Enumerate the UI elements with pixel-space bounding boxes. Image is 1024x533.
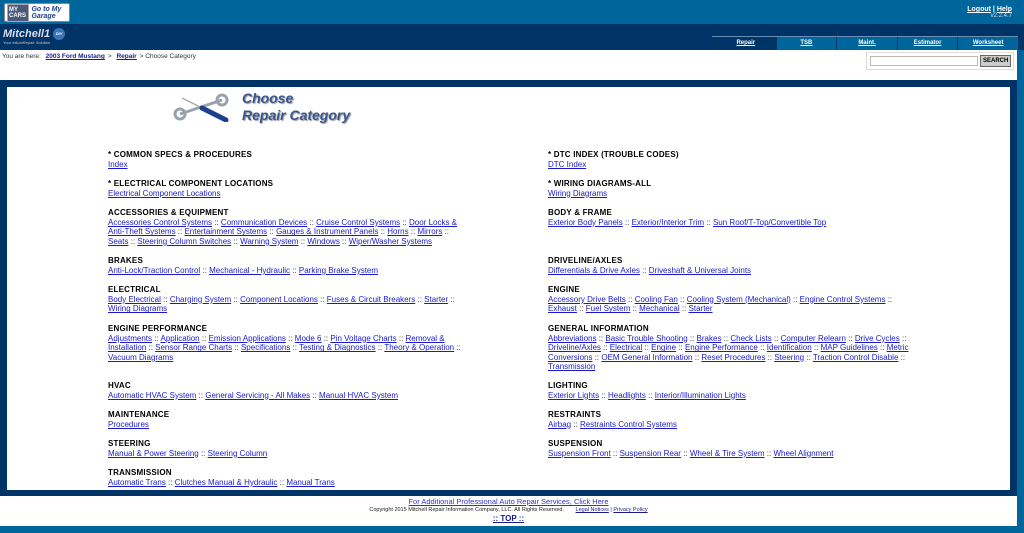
category-link-entertainment-systems[interactable]: Entertainment Systems <box>184 227 268 237</box>
link-separator: :: <box>610 448 620 458</box>
link-separator: :: <box>231 236 241 246</box>
category-heading: ACCESSORIES & EQUIPMENT <box>108 208 229 217</box>
link-separator: :: <box>771 333 781 343</box>
link-separator: :: <box>622 217 632 227</box>
category-link-anti-lock-traction-control[interactable]: Anti-Lock/Traction Control <box>108 265 201 275</box>
link-separator: :: <box>196 390 206 400</box>
search-button[interactable]: SEARCH <box>980 55 1011 67</box>
category-link-pin-voltage-charts[interactable]: Pin Voltage Charts <box>330 333 397 343</box>
nav-band <box>0 24 1024 50</box>
category-heading: * COMMON SPECS & PROCEDURES <box>108 150 253 159</box>
category-link-differentials-drive-axles[interactable]: Differentials & Drive Axles <box>548 265 640 275</box>
link-separator: :: <box>765 352 775 362</box>
link-separator: :: <box>804 352 813 362</box>
category-link-fuses-circuit-breakers[interactable]: Fuses & Circuit Breakers <box>326 294 416 304</box>
category-heading: GENERAL INFORMATION <box>548 324 649 333</box>
my-cars-plate-icon: MY CARS <box>7 4 29 22</box>
category-link-restraints-control-systems[interactable]: Restraints Control Systems <box>580 419 677 429</box>
link-separator: :: <box>877 343 887 353</box>
category-link-gauges-instrument-panels[interactable]: Gauges & Instrument Panels <box>276 227 379 237</box>
category-link-suspension-rear[interactable]: Suspension Rear <box>619 448 681 458</box>
link-separator: :: <box>375 343 385 353</box>
link-separator: :: <box>232 343 241 353</box>
category-heading: * DTC INDEX (TROUBLE CODES) <box>548 150 679 159</box>
category-heading: * ELECTRICAL COMPONENT LOCATIONS <box>108 179 274 188</box>
category-link-parking-brake-system[interactable]: Parking Brake System <box>298 265 379 275</box>
page-title-line1: Choose <box>242 90 294 106</box>
category-link-steering[interactable]: Steering <box>774 352 805 362</box>
back-to-top-link[interactable]: :: TOP :: <box>492 514 525 523</box>
wrench-screwdriver-icon <box>172 92 234 122</box>
category-link-cooling-fan[interactable]: Cooling Fan <box>634 294 678 304</box>
link-separator: :: <box>790 294 800 304</box>
category-link-exhaust[interactable]: Exhaust <box>548 304 577 314</box>
tab-tsb[interactable]: TSB <box>777 37 837 50</box>
link-separator: :: <box>400 217 409 227</box>
search-input[interactable] <box>870 56 978 66</box>
tab-estimator[interactable]: Estimator <box>898 37 958 50</box>
link-separator: :: <box>680 448 690 458</box>
category-link-adjustments[interactable]: Adjustments <box>108 333 153 343</box>
link-separator: :: <box>642 343 652 353</box>
link-separator: :: <box>645 390 655 400</box>
category-heading: ENGINE PERFORMANCE <box>108 324 208 333</box>
link-separator: :: <box>200 265 210 275</box>
category-link-accessory-drive-belts[interactable]: Accessory Drive Belts <box>548 294 626 304</box>
logout-link[interactable]: Logout <box>967 6 991 13</box>
link-separator: :: <box>625 294 635 304</box>
category-link-sensor-range-charts[interactable]: Sensor Range Charts <box>155 343 233 353</box>
link-separator: :: <box>321 333 331 343</box>
category-section-steering <box>108 439 470 458</box>
link-separator: :: <box>396 333 406 343</box>
page-header <box>172 90 350 124</box>
category-link-check-lists[interactable]: Check Lists <box>730 333 772 343</box>
category-link-wheel-alignment[interactable]: Wheel Alignment <box>773 448 834 458</box>
main-tabs <box>712 36 1018 50</box>
category-link-mechanical[interactable]: Mechanical <box>639 304 680 314</box>
category-link-basic-trouble-shooting[interactable]: Basic Trouble Shooting <box>605 333 688 343</box>
category-link-emission-applications[interactable]: Emission Applications <box>208 333 286 343</box>
category-link-abbreviations[interactable]: Abbreviations <box>548 333 597 343</box>
category-link-manual-trans[interactable]: Manual Trans <box>286 477 335 487</box>
category-link-cooling-system-mechanical[interactable]: Cooling System (Mechanical) <box>686 294 791 304</box>
category-section-common-specs-procedures <box>108 150 470 169</box>
category-link-procedures[interactable]: Procedures <box>108 419 149 429</box>
link-separator: :: <box>212 217 221 227</box>
category-link-charging-system[interactable]: Charging System <box>169 294 232 304</box>
category-link-specifications[interactable]: Specifications <box>240 343 291 353</box>
category-section-maintenance <box>108 410 470 429</box>
category-link-engine-performance[interactable]: Engine Performance <box>684 343 758 353</box>
link-separator: :: <box>231 294 241 304</box>
footer <box>0 497 1017 526</box>
link-separator: :: <box>277 477 287 487</box>
copyright: Copyright 2015 Mitchell Repair Information Company, LLC. All Rights Reserved. Legal Notices | Privacy Policy <box>369 507 648 513</box>
category-section-electrical-component-locations <box>108 179 470 198</box>
link-separator: :: <box>307 217 317 227</box>
category-link-application[interactable]: Application <box>160 333 200 343</box>
link-separator: :: <box>704 217 713 227</box>
category-link-manual-power-steering[interactable]: Manual & Power Steering <box>108 448 199 458</box>
link-separator: :: <box>592 352 602 362</box>
category-link-wiring-diagrams[interactable]: Wiring Diagrams <box>108 304 168 314</box>
category-link-seats[interactable]: Seats <box>108 236 129 246</box>
copyright-text: Copyright 2015 Mitchell Repair Information Company, LLC. All Rights Reserved. <box>369 507 565 513</box>
breadcrumb <box>2 53 196 60</box>
category-link-manual-hvac-system[interactable]: Manual HVAC System <box>319 390 399 400</box>
category-heading: LIGHTING <box>548 381 588 390</box>
category-link-traction-control-disable[interactable]: Traction Control Disable <box>812 352 899 362</box>
tab-maint[interactable]: Maint. <box>837 37 897 50</box>
category-section-engine-performance <box>108 324 470 362</box>
link-separator: :: <box>764 448 774 458</box>
category-section-brakes <box>108 256 470 275</box>
category-heading: BODY & FRAME <box>548 208 613 217</box>
link-separator: :: <box>885 294 893 304</box>
category-link-wiring-diagrams[interactable]: Wiring Diagrams <box>548 188 608 198</box>
category-section-electrical <box>108 285 470 314</box>
help-link[interactable]: Help <box>996 6 1012 13</box>
link-separator: :: <box>267 227 277 237</box>
link-separator: :: <box>298 236 308 246</box>
breadcrumb-vehicle-link[interactable]: 2003 Ford Mustang <box>45 53 105 60</box>
category-link-brakes[interactable]: Brakes <box>696 333 722 343</box>
category-link-driveshaft-universal-joints[interactable]: Driveshaft & Universal Joints <box>648 265 752 275</box>
category-link-suspension-front[interactable]: Suspension Front <box>548 448 611 458</box>
logo-text: Mitchell1 <box>3 28 51 40</box>
category-link-steering-column[interactable]: Steering Column <box>207 448 268 458</box>
category-heading: * WIRING DIAGRAMS-ALL <box>548 179 652 188</box>
more-services-link[interactable]: For Additional Professional Auto Repair Services, Click Here <box>408 497 609 506</box>
category-section-lighting <box>548 381 910 400</box>
breadcrumb-repair-link[interactable]: Repair <box>116 53 137 60</box>
link-separator: :: <box>165 477 175 487</box>
category-link-index[interactable]: Index <box>108 159 128 169</box>
link-separator: :: <box>898 352 906 362</box>
category-section-suspension <box>548 439 910 458</box>
legal-notices-link[interactable]: Legal Notices <box>575 507 609 513</box>
category-heading: SUSPENSION <box>548 439 603 448</box>
link-separator: :: <box>599 390 609 400</box>
garage-label: Go to My Garage <box>31 5 62 20</box>
category-link-body-electrical[interactable]: Body Electrical <box>108 294 161 304</box>
category-section-engine <box>548 285 910 314</box>
category-link-reset-procedures[interactable]: Reset Procedures <box>701 352 766 362</box>
breadcrumb-separator: > <box>107 53 112 60</box>
account-links: Logout | Help v2.2.4.7 <box>967 6 1012 19</box>
link-separator: :: <box>454 343 461 353</box>
category-link-windows[interactable]: Windows <box>307 236 340 246</box>
category-link-wiper-washer-systems[interactable]: Wiper/Washer Systems <box>348 236 432 246</box>
category-section-general-information <box>548 324 910 372</box>
link-separator: :: <box>408 227 418 237</box>
category-link-electrical-component-locations[interactable]: Electrical Component Locations <box>108 188 221 198</box>
link-separator: :: <box>415 294 425 304</box>
link-separator: :: <box>757 343 767 353</box>
category-link-general-servicing-all-makes[interactable]: General Servicing - All Makes <box>205 390 311 400</box>
category-link-interior-illumination-lights[interactable]: Interior/Illumination Lights <box>654 390 746 400</box>
category-section-accessories-equipment <box>108 208 470 246</box>
link-separator: :: <box>677 294 687 304</box>
link-separator: :: <box>845 333 855 343</box>
breadcrumb-current: Choose Category <box>145 53 196 60</box>
breadcrumb-separator: > <box>139 53 144 60</box>
category-link-cruise-control-systems[interactable]: Cruise Control Systems <box>316 217 401 227</box>
link-separator: :: <box>676 343 685 353</box>
category-link-communication-devices[interactable]: Communication Devices <box>220 217 308 227</box>
category-link-transmission[interactable]: Transmission <box>548 362 596 372</box>
link-separator: :: <box>721 333 731 343</box>
mitchell1-logo[interactable] <box>3 28 65 45</box>
category-section-driveline-axles <box>548 256 910 275</box>
link-separator: :: <box>317 294 327 304</box>
category-link-exterior-interior-trim[interactable]: Exterior/Interior Trim <box>631 217 705 227</box>
category-link-warning-system[interactable]: Warning System <box>240 236 299 246</box>
category-section-body-frame <box>548 208 910 227</box>
category-link-testing-diagnostics[interactable]: Testing & Diagnostics <box>299 343 376 353</box>
page-title <box>242 90 350 124</box>
category-link-metric-conversions[interactable]: Metric Conversions <box>548 343 909 362</box>
category-link-computer-relearn[interactable]: Computer Relearn <box>780 333 846 343</box>
category-link-drive-cycles[interactable]: Drive Cycles <box>854 333 900 343</box>
category-link-airbag[interactable]: Airbag <box>548 419 572 429</box>
category-link-engine[interactable]: Engine <box>651 343 677 353</box>
link-separator: :: <box>199 333 209 343</box>
category-link-exterior-lights[interactable]: Exterior Lights <box>548 390 600 400</box>
link-separator: :: <box>811 343 821 353</box>
search-form <box>866 52 1014 70</box>
category-link-theory-operation[interactable]: Theory & Operation <box>384 343 455 353</box>
category-heading: TRANSMISSION <box>108 468 172 477</box>
category-section-wiring-diagrams-all <box>548 179 910 198</box>
category-heading: ELECTRICAL <box>108 285 161 294</box>
page-title-line2: Repair Category <box>242 107 351 123</box>
bottom-bar <box>0 526 1024 533</box>
tab-repair[interactable]: Repair <box>716 37 776 50</box>
category-link-map-guidelines[interactable]: MAP Guidelines <box>820 343 878 353</box>
category-link-dtc-index[interactable]: DTC Index <box>548 159 587 169</box>
category-link-headlights[interactable]: Headlights <box>608 390 646 400</box>
go-to-my-garage-button[interactable] <box>4 3 70 22</box>
category-link-automatic-hvac-system[interactable]: Automatic HVAC System <box>108 390 197 400</box>
link-separator: :: <box>285 333 295 343</box>
category-link-engine-control-systems[interactable]: Engine Control Systems <box>799 294 886 304</box>
link-separator: :: <box>687 333 697 343</box>
link-separator: :: <box>630 304 640 314</box>
category-link-automatic-trans[interactable]: Automatic Trans <box>108 477 166 487</box>
link-separator: :: <box>290 343 300 353</box>
category-link-sun-roof-t-top-convertible-top[interactable]: Sun Roof/T-Top/Convertible Top <box>712 217 827 227</box>
category-link-electrical[interactable]: Electrical <box>609 343 643 353</box>
category-link-identification[interactable]: Identification <box>766 343 812 353</box>
link-separator: :: <box>198 448 208 458</box>
tab-worksheet[interactable]: Worksheet <box>958 37 1018 50</box>
link-separator: :: <box>899 333 907 343</box>
link-separator: :: <box>160 294 170 304</box>
right-edge <box>1017 50 1024 526</box>
category-link-accessories-control-systems[interactable]: Accessories Control Systems <box>108 217 213 227</box>
link-separator: :: <box>310 390 320 400</box>
link-separator: :: <box>692 352 702 362</box>
category-heading: MAINTENANCE <box>108 410 170 419</box>
category-link-component-locations[interactable]: Component Locations <box>240 294 318 304</box>
privacy-policy-link[interactable]: Privacy Policy <box>613 507 648 513</box>
category-heading: BRAKES <box>108 256 143 265</box>
link-separator: :: <box>378 227 388 237</box>
link-separator: :: <box>339 236 349 246</box>
category-link-door-locks-anti-theft-systems[interactable]: Door Locks & Anti-Theft Systems <box>108 217 458 237</box>
category-link-steering-column-switches[interactable]: Steering Column Switches <box>137 236 232 246</box>
category-link-mechanical-hydraulic[interactable]: Mechanical - Hydraulic <box>209 265 290 275</box>
category-heading: HVAC <box>108 381 131 390</box>
diy-badge-icon: DIY <box>53 28 65 40</box>
category-heading: RESTRAINTS <box>548 410 602 419</box>
category-link-removal-installation[interactable]: Removal & Installation <box>108 333 445 353</box>
link-separator: :: <box>679 304 689 314</box>
breadcrumb-prefix: You are here: <box>2 53 41 60</box>
category-section-restraints <box>548 410 910 429</box>
category-link-fuel-system[interactable]: Fuel System <box>585 304 631 314</box>
logo-tagline: Your eAutoRepair Solution <box>3 40 51 46</box>
category-section-hvac <box>108 381 470 400</box>
link-separator: :: <box>571 419 581 429</box>
category-heading: STEERING <box>108 439 151 448</box>
category-link-mirrors[interactable]: Mirrors <box>417 227 443 237</box>
link-separator: :: <box>448 294 455 304</box>
top-bar <box>0 0 1024 24</box>
link-separator: :: <box>576 304 586 314</box>
category-link-vacuum-diagrams[interactable]: Vacuum Diagrams <box>108 352 174 362</box>
link-separator: :: <box>639 265 649 275</box>
category-link-starter[interactable]: Starter <box>688 304 713 314</box>
category-link-horns[interactable]: Horns <box>387 227 409 237</box>
category-section-transmission <box>108 468 470 487</box>
category-link-driveline-axles[interactable]: Driveline/Axles <box>548 343 601 353</box>
link-separator: :: <box>596 333 606 343</box>
link-separator: :: <box>152 333 161 343</box>
category-link-starter[interactable]: Starter <box>424 294 449 304</box>
category-section-dtc-index-trouble-codes <box>548 150 910 169</box>
category-link-clutches-manual-hydraulic[interactable]: Clutches Manual & Hydraulic <box>174 477 278 487</box>
link-separator: :: <box>175 227 185 237</box>
link-separator: :: <box>128 236 138 246</box>
link-separator: :: <box>146 343 156 353</box>
link-separator: :: <box>600 343 610 353</box>
link-separator: :: <box>442 227 450 237</box>
category-link-oem-general-information[interactable]: OEM General Information <box>601 352 693 362</box>
link-separator: :: <box>290 265 299 275</box>
category-heading: ENGINE <box>548 285 580 294</box>
category-heading: DRIVELINE/AXLES <box>548 256 623 265</box>
category-link-wheel-tire-system[interactable]: Wheel & Tire System <box>689 448 765 458</box>
category-link-mode-6[interactable]: Mode 6 <box>294 333 322 343</box>
category-link-exterior-body-panels[interactable]: Exterior Body Panels <box>548 217 623 227</box>
version-text: v2.2.4.7 <box>990 13 1012 19</box>
